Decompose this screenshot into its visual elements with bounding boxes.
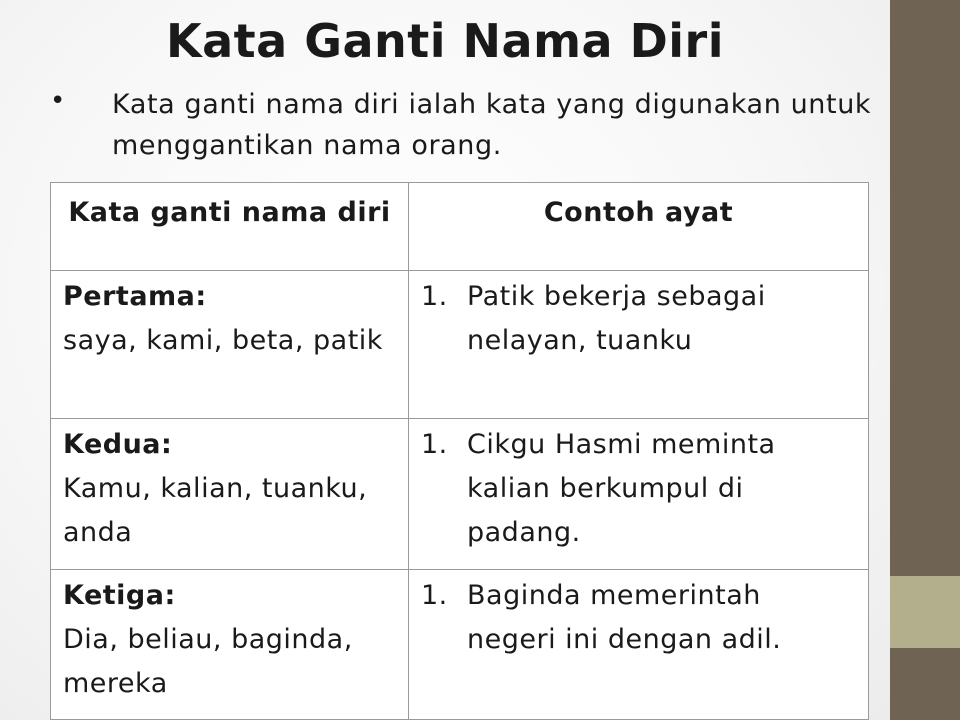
bullet-marker: • <box>50 86 66 116</box>
table-header-row <box>51 183 869 271</box>
pronoun-cell <box>51 570 409 720</box>
example-cell <box>409 570 869 720</box>
category-label: Kedua: <box>63 429 173 460</box>
example-number: 1. <box>421 281 448 312</box>
example-sentence: Cikgu Hasmi meminta kalian berkumpul di padang. <box>467 429 776 548</box>
pronoun-cell <box>51 271 409 419</box>
sidebar-accent-band <box>890 576 960 648</box>
table-row <box>51 271 869 419</box>
header-pronoun: Kata ganti nama diri <box>51 183 409 271</box>
pronoun-list: Dia, beliau, baginda, mereka <box>63 624 353 699</box>
example-sentence: Patik bekerja sebagai nelayan, tuanku <box>467 281 766 356</box>
example-number: 1. <box>421 429 448 460</box>
sidebar-dark-bottom <box>890 648 960 720</box>
category-label: Ketiga: <box>63 580 176 611</box>
slide-title: Kata Ganti Nama Diri <box>166 14 724 68</box>
example-number: 1. <box>421 580 448 611</box>
category-label: Pertama: <box>63 281 207 312</box>
example-cell <box>409 271 869 419</box>
sidebar-dark-top <box>890 0 960 576</box>
pronoun-table <box>50 182 869 720</box>
table-row <box>51 570 869 720</box>
example-item <box>421 275 858 363</box>
pronoun-list: saya, kami, beta, patik <box>63 325 383 356</box>
header-example: Contoh ayat <box>409 183 869 271</box>
table-row <box>51 419 869 570</box>
example-cell <box>409 419 869 570</box>
definition-text: Kata ganti nama diri ialah kata yang digunakan untuk menggantikan nama orang. <box>112 89 872 161</box>
example-item <box>421 423 858 555</box>
example-sentence: Baginda memerintah negeri ini dengan adil. <box>467 580 782 655</box>
pronoun-cell <box>51 419 409 570</box>
example-item <box>421 574 858 662</box>
pronoun-list: Kamu, kalian, tuanku, anda <box>63 473 368 548</box>
